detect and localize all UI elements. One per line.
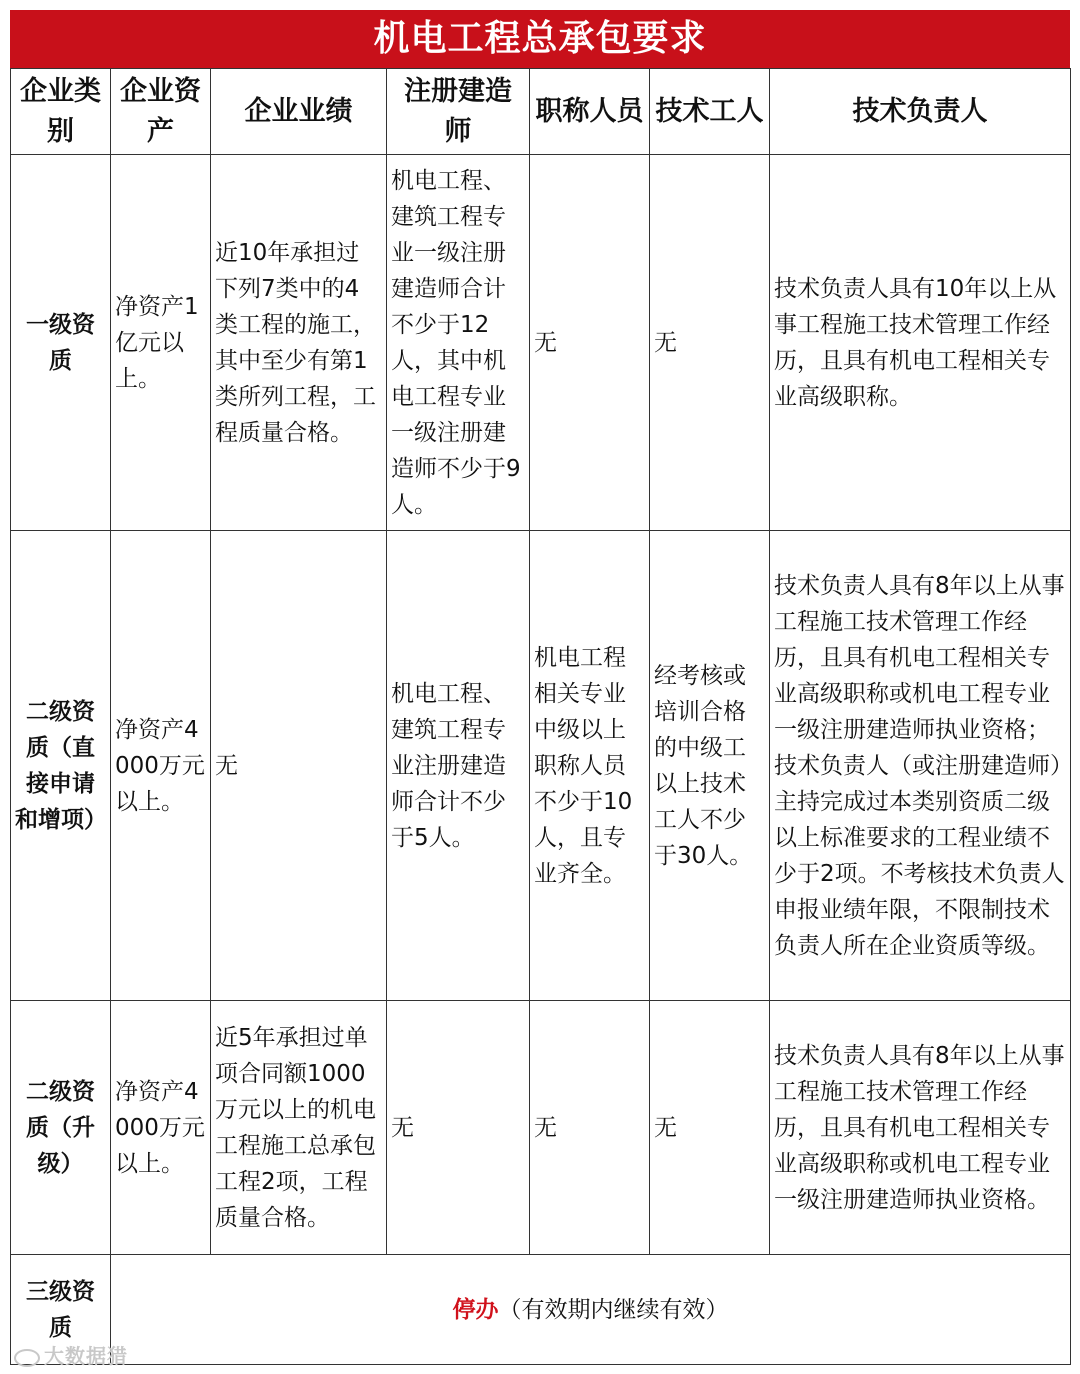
row-constructor: 机电工程、建筑工程专业一级注册建造师合计不少于12人，其中机电工程专业一级注册建造师不少于9人。 (387, 155, 530, 531)
table-row (11, 1001, 1071, 1255)
row-titled-staff: 无 (530, 1001, 650, 1255)
page-title: 机电工程总承包要求 (10, 10, 1070, 68)
row-constructor: 机电工程、建筑工程专业注册建造师合计不少于5人。 (387, 531, 530, 1001)
table-row (11, 531, 1071, 1001)
header-tech-lead: 技术负责人 (770, 69, 1071, 155)
table-row (11, 155, 1071, 531)
watermark (14, 1340, 128, 1369)
table-row (11, 1255, 1071, 1365)
row-titled-staff: 机电工程相关专业中级以上职称人员不少于10人，且专业齐全。 (530, 531, 650, 1001)
row-performance: 近10年承担过下列7类中的4类工程的施工，其中至少有第1类所列工程，工程质量合格。 (211, 155, 387, 531)
row-assets: 净资产1亿元以上。 (111, 155, 211, 531)
row-tech-lead: 技术负责人具有10年以上从事工程施工技术管理工作经历，且具有机电工程相关专业高级职称。 (770, 155, 1071, 531)
header-performance: 企业业绩 (211, 69, 387, 155)
row-performance: 近5年承担过单项合同额1000万元以上的机电工程施工总承包工程2项，工程质量合格。 (211, 1001, 387, 1255)
stop-label: 停办 (452, 1296, 499, 1323)
third-status-cell (111, 1255, 1071, 1365)
row-tech-lead: 技术负责人具有8年以上从事工程施工技术管理工作经历，且具有机电工程相关专业高级职称或机电工程专业一级注册建造师执业资格；技术负责人（或注册建造师）主持完成过本类别资质二级以上标准要求的工程业绩不少于2项。不考核技术负责人申报业绩年限，不限制技术负责人所在企业资质等级。 (770, 531, 1071, 1001)
header-titled-staff: 职称人员 (530, 69, 650, 155)
row-constructor: 无 (387, 1001, 530, 1255)
header-category: 企业类别 (11, 69, 111, 155)
row-category: 三级资质 (11, 1255, 111, 1365)
row-workers: 无 (650, 1001, 770, 1255)
requirements-table (10, 68, 1071, 1365)
header-row (11, 69, 1071, 155)
row-performance: 无 (211, 531, 387, 1001)
watermark-text: 大数据猎 (44, 1344, 128, 1368)
row-assets: 净资产4000万元以上。 (111, 1001, 211, 1255)
row-workers: 无 (650, 155, 770, 531)
weibo-logo-icon (14, 1349, 40, 1367)
header-assets: 企业资产 (111, 69, 211, 155)
row-category: 二级资质（升级） (11, 1001, 111, 1255)
row-workers: 经考核或培训合格的中级工以上技术工人不少于30人。 (650, 531, 770, 1001)
row-tech-lead: 技术负责人具有8年以上从事工程施工技术管理工作经历，且具有机电工程相关专业高级职称或机电工程专业一级注册建造师执业资格。 (770, 1001, 1071, 1255)
header-workers: 技术工人 (650, 69, 770, 155)
row-titled-staff: 无 (530, 155, 650, 531)
row-category: 二级资质（直接申请和增项） (11, 531, 111, 1001)
validity-note: （有效期内继续有效） (498, 1296, 729, 1323)
header-constructor: 注册建造师 (387, 69, 530, 155)
row-category: 一级资质 (11, 155, 111, 531)
row-assets: 净资产4000万元以上。 (111, 531, 211, 1001)
